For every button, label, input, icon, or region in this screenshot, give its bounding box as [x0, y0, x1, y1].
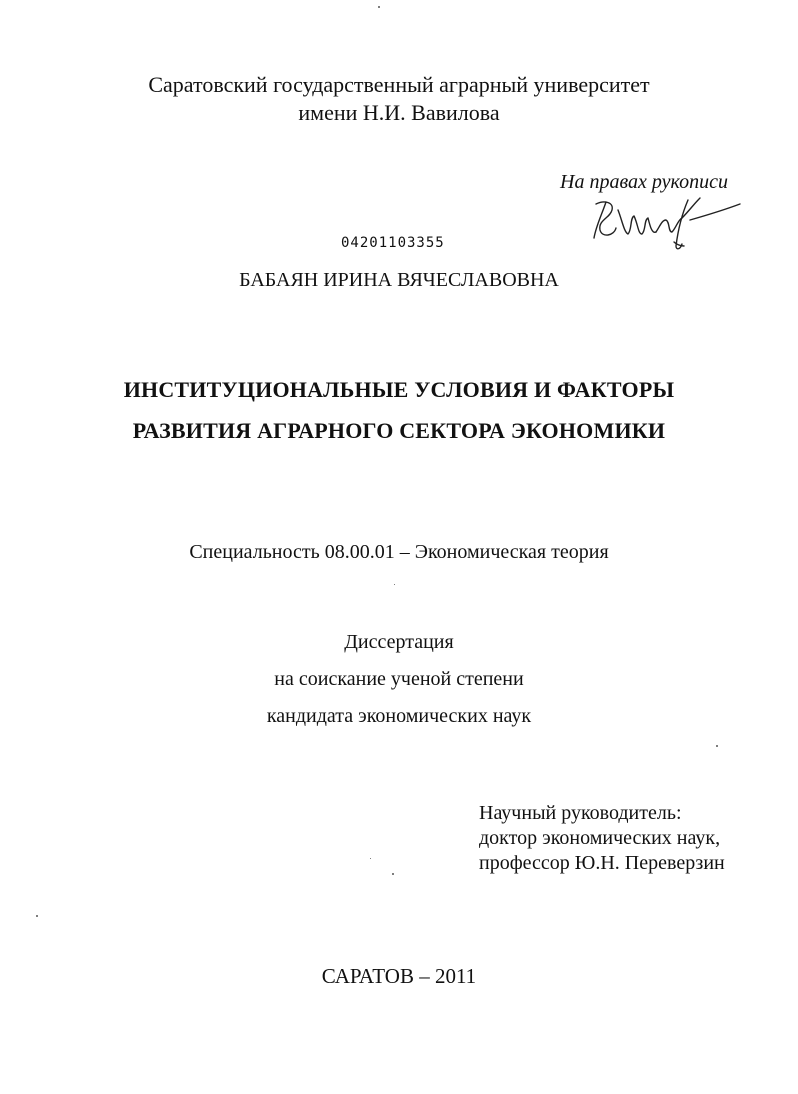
author-name: БАБАЯН ИРИНА ВЯЧЕСЛАВОВНА	[239, 269, 559, 291]
manuscript-note: На правах рукописи	[560, 171, 728, 193]
university-name-line2: имени Н.И. Вавилова	[298, 100, 500, 125]
scan-speck	[716, 745, 718, 747]
dissertation-label: Диссертация	[344, 631, 454, 653]
dissertation-title-line2: РАЗВИТИЯ АГРАРНОГО СЕКТОРА ЭКОНОМИКИ	[132, 418, 666, 443]
specialty: Специальность 08.00.01 – Экономическая теория	[189, 541, 609, 563]
document-code: 04201103355	[341, 235, 445, 251]
supervisor-degree: доктор экономических наук,	[479, 827, 721, 849]
dissertation-title-line1: ИНСТИТУЦИОНАЛЬНЫЕ УСЛОВИЯ И ФАКТОРЫ	[123, 377, 675, 402]
scan-speck	[378, 6, 380, 8]
scan-speck	[392, 873, 394, 875]
degree-line2: кандидата экономических наук	[266, 705, 532, 727]
degree-line1: на соискание ученой степени	[274, 668, 524, 690]
city-year: САРАТОВ – 2011	[321, 964, 477, 988]
supervisor-label: Научный руководитель:	[479, 802, 682, 824]
scan-speck	[36, 915, 38, 917]
scan-speck	[394, 584, 395, 585]
scan-speck	[370, 858, 371, 859]
university-name: Саратовский государственный аграрный университет	[148, 72, 650, 97]
signature-icon	[584, 190, 744, 260]
supervisor-name: профессор Ю.Н. Переверзин	[479, 852, 725, 874]
